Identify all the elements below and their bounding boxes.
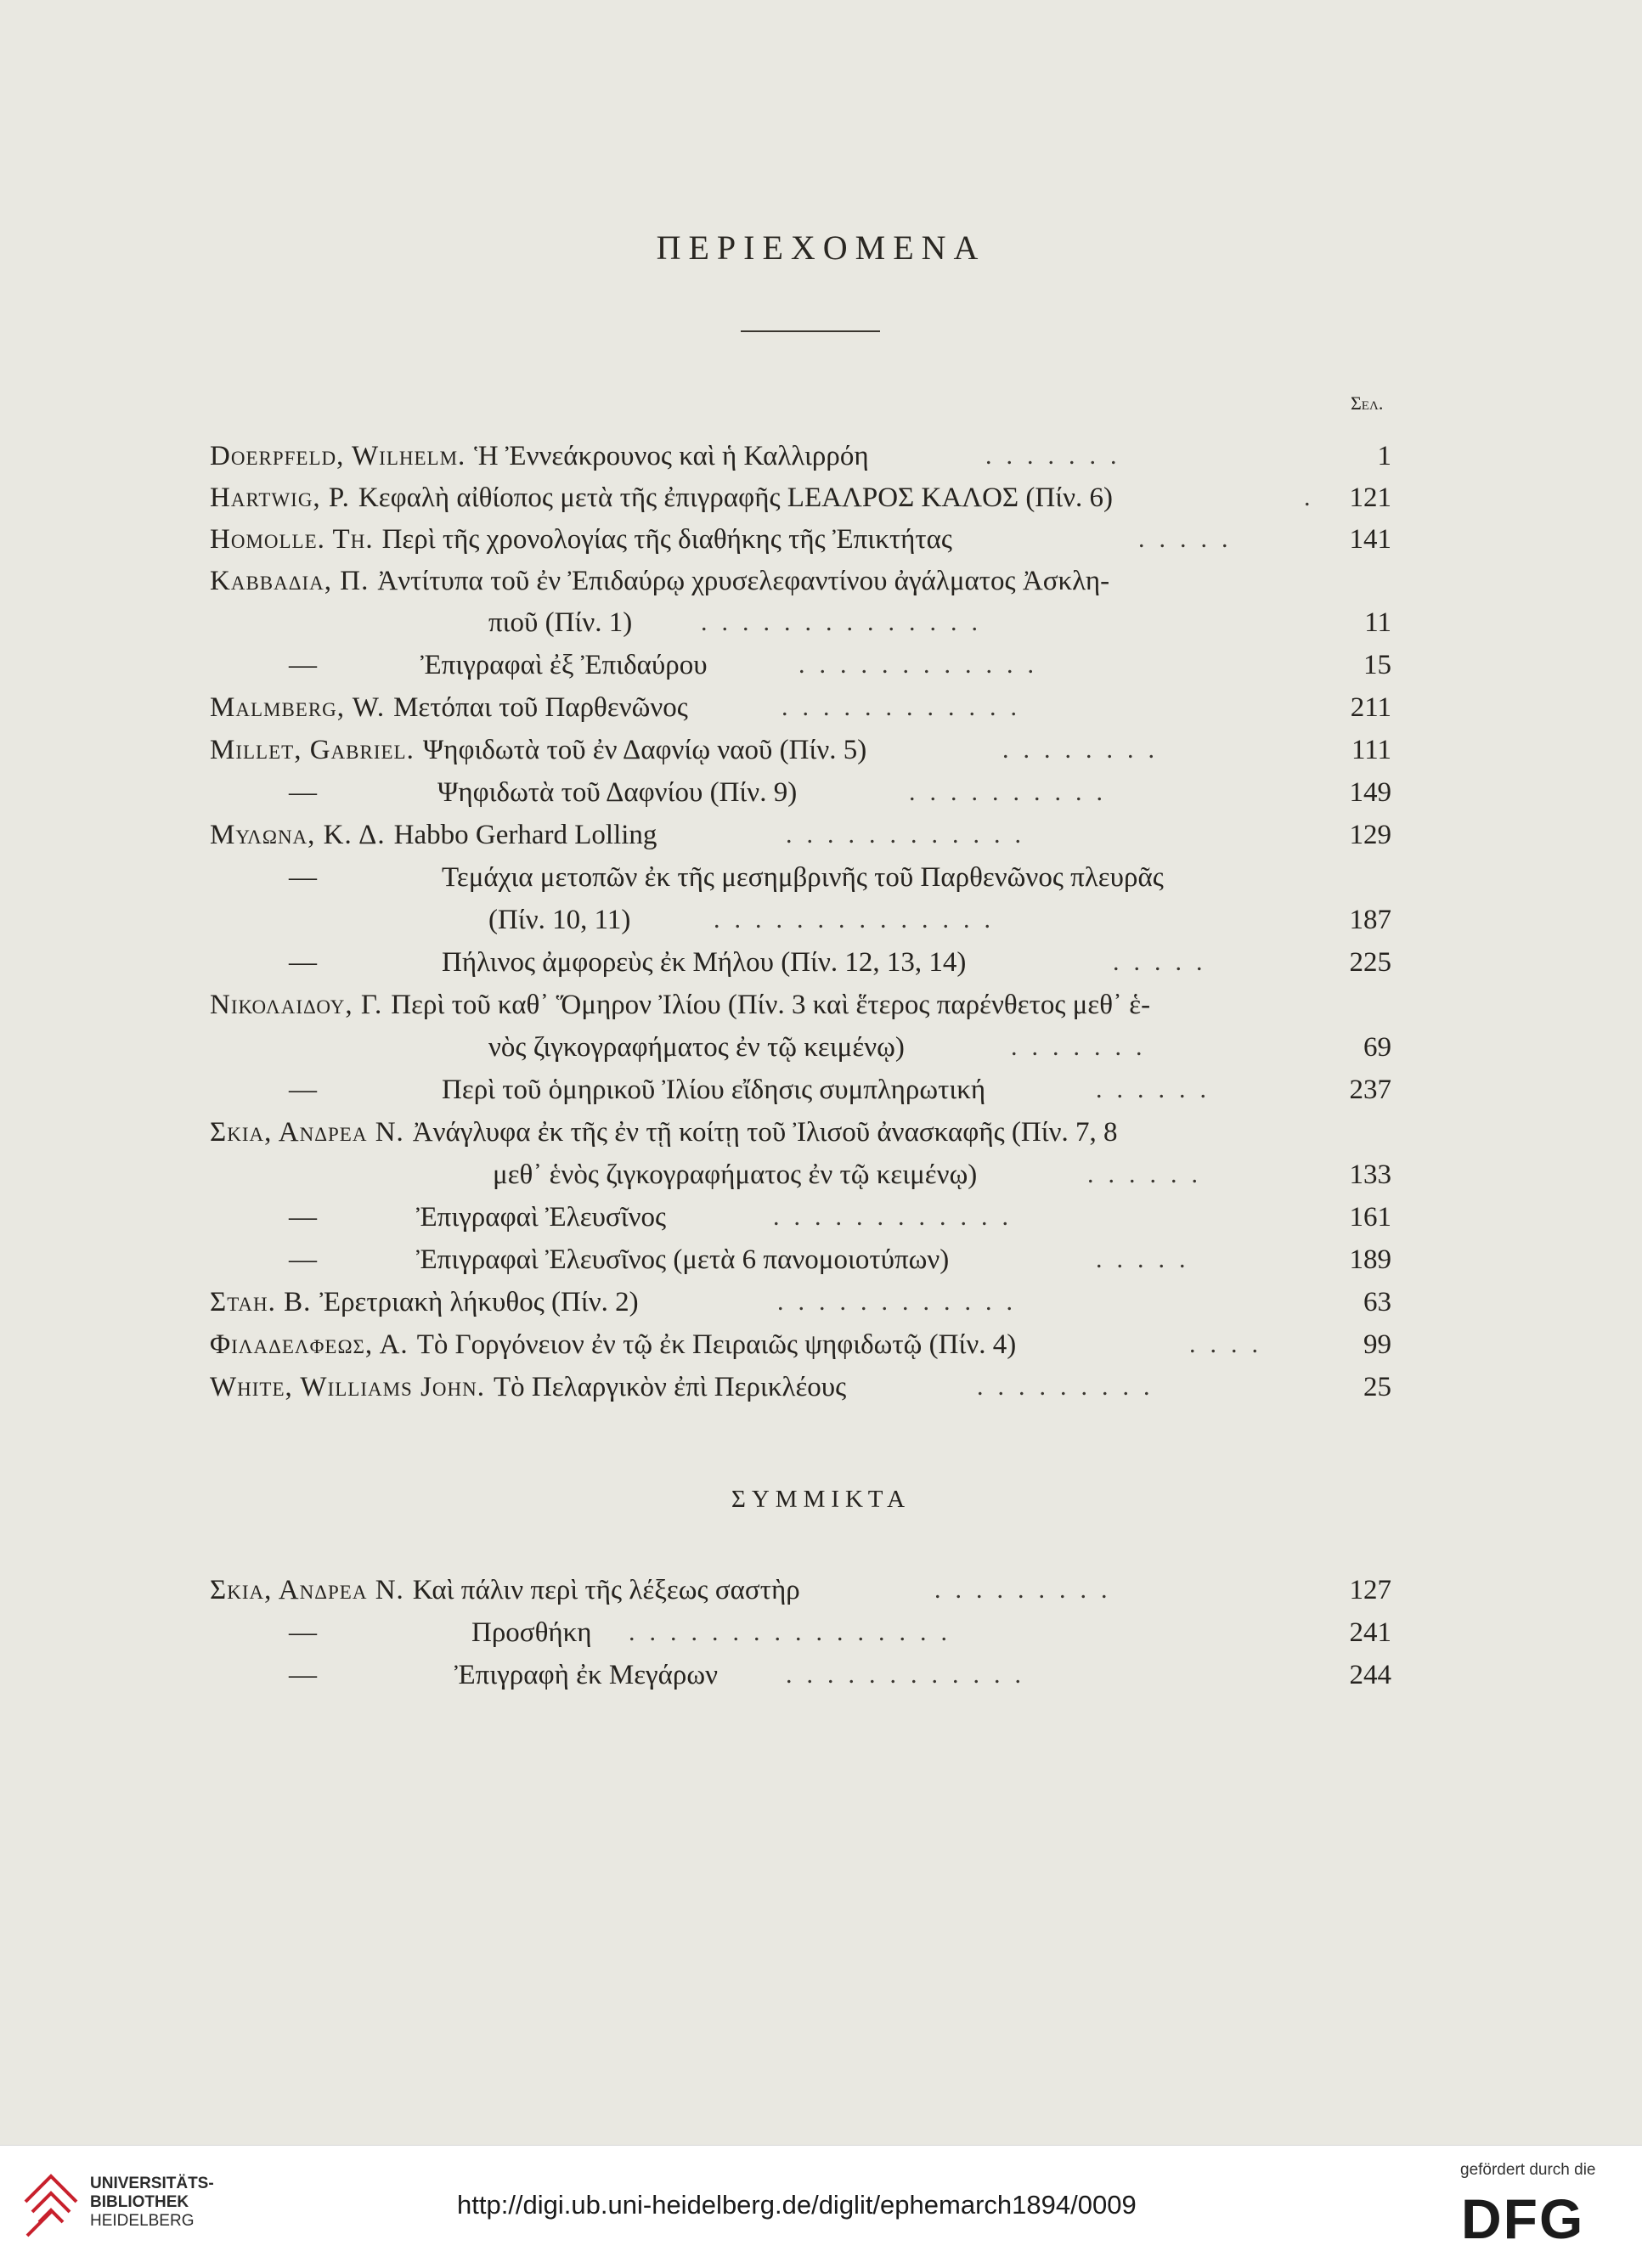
entry-page: 244 xyxy=(1349,1660,1391,1690)
toc-line xyxy=(210,435,869,477)
entry-title: Τεμάχια μετοπῶν ἐκ τῆς μεσημβρινῆς τοῦ Παρθενῶνος πλευρᾶς xyxy=(442,862,1164,893)
toc-line xyxy=(210,560,1109,602)
entry-page: 149 xyxy=(1349,777,1391,808)
toc-line xyxy=(210,686,688,729)
ditto-dash: — xyxy=(289,650,317,680)
toc-line-continued xyxy=(493,1154,977,1196)
entry-author: Malmberg, W. xyxy=(210,692,386,723)
leader-dots: ......... xyxy=(977,1373,1165,1401)
entry-title: Ἐπιγραφαὶ Ἐλευσῖνος (μετὰ 6 πανομοιοτύπων) xyxy=(416,1244,950,1275)
leader-dots: ............ xyxy=(786,821,1035,849)
entry-title: Ἐπιγραφαὶ Ἐλευσῖνος xyxy=(416,1202,667,1233)
toc-line xyxy=(210,1111,1118,1154)
leader-dots: ......... xyxy=(934,1576,1122,1604)
entry-page: 99 xyxy=(1363,1329,1391,1360)
entry-title: Περὶ τῆς χρονολογίας τῆς διαθήκης τῆς Ἐπικτήτας xyxy=(381,524,952,555)
entry-title: Ψηφιδωτὰ τοῦ ἐν Δαφνίῳ ναοῦ (Πίν. 5) xyxy=(422,735,867,765)
entry-title: Περὶ τοῦ καθ᾽ Ὅμηρον Ἰλίου (Πίν. 3 καὶ ἕτερος παρένθετος μεθ᾽ ἑ- xyxy=(391,990,1151,1020)
toc-line xyxy=(416,1196,666,1238)
toc-line xyxy=(210,814,657,856)
toc-line xyxy=(210,984,1150,1026)
source-url-link[interactable]: http://digi.ub.uni-heidelberg.de/diglit/ephemarch1894/0009 xyxy=(457,2190,1137,2220)
entry-page: 15 xyxy=(1363,650,1391,680)
ditto-dash: — xyxy=(289,1075,317,1105)
entry-title-continued: μεθ᾽ ἑνὸς ζιγκογραφήματος ἐν τῷ κειμένῳ) xyxy=(493,1159,978,1190)
footer-bar xyxy=(0,2145,1642,2268)
leader-dots: ....... xyxy=(985,442,1131,470)
toc-line xyxy=(210,729,866,771)
toc-line-continued xyxy=(488,601,632,644)
entry-page: 133 xyxy=(1349,1159,1391,1190)
section-title-symmikta: ΣΥΜΜΙΚΤΑ xyxy=(731,1486,911,1513)
toc-line xyxy=(442,856,1164,899)
library-name xyxy=(90,2175,214,2231)
entry-title: Ἀντίτυπα τοῦ ἐν Ἐπιδαύρῳ χρυσελεφαντίνου ἀγάλματος Ἀσκλη- xyxy=(377,566,1110,596)
library-line3: HEIDELBERG xyxy=(90,2212,195,2230)
entry-title: Τὸ Γοργόνειον ἐν τῷ ἐκ Πειραιῶς ψηφιδωτῷ (Πίν. 4) xyxy=(416,1329,1017,1360)
leader-dots: ............ xyxy=(777,1288,1027,1316)
library-line2: BIBLIOTHEK xyxy=(90,2193,189,2211)
entry-page: 161 xyxy=(1349,1202,1391,1233)
toc-line xyxy=(210,518,952,561)
entry-title: Ψηφιδωτὰ τοῦ Δαφνίου (Πίν. 9) xyxy=(437,777,798,808)
leader-dots: ..... xyxy=(1138,525,1243,553)
leader-dots: ...... xyxy=(1096,1075,1221,1103)
leader-dots: ..... xyxy=(1113,948,1217,976)
entry-title: Περὶ τοῦ ὁμηρικοῦ Ἰλίου εἴδησις συμπληρωτική xyxy=(442,1075,986,1105)
ditto-dash: — xyxy=(289,862,317,893)
leader-dots: ................ xyxy=(629,1618,962,1646)
entry-author: Καββαδια, Π. xyxy=(210,566,370,596)
entry-title-continued: πιοῦ (Πίν. 1) xyxy=(488,607,633,638)
entry-author: Homolle. Th. xyxy=(210,524,374,555)
toc-line xyxy=(210,1323,1016,1366)
leader-dots: .............. xyxy=(714,906,1005,934)
entry-page: 141 xyxy=(1349,524,1391,555)
entry-author: Φιλαδελφεως, Α. xyxy=(210,1329,409,1360)
leader-dots: ..... xyxy=(1096,1245,1200,1273)
entry-page: 189 xyxy=(1349,1244,1391,1275)
entry-title-continued: (Πίν. 10, 11) xyxy=(488,905,631,935)
toc-line xyxy=(442,1069,985,1111)
entry-page: 237 xyxy=(1349,1075,1391,1105)
entry-title: Καὶ πάλιν περὶ τῆς λέξεως σαστὴρ xyxy=(412,1575,800,1605)
leader-dots: .......... xyxy=(909,778,1117,806)
university-library-logo xyxy=(17,2168,85,2244)
entry-title: Habbo Gerhard Lolling xyxy=(393,820,657,850)
entry-author: Σταη. Β. xyxy=(210,1287,312,1317)
entry-title: Ἐπιγραφὴ ἐκ Μεγάρων xyxy=(454,1660,719,1690)
entry-title: Ἡ Ἐννεάκρουνος καὶ ἡ Καλλιρρόη xyxy=(474,441,869,471)
toc-line xyxy=(437,771,797,814)
ditto-dash: — xyxy=(289,777,317,808)
leader-dots: ............ xyxy=(798,651,1048,679)
toc-line xyxy=(210,1569,800,1611)
toc-line xyxy=(454,1654,718,1696)
entry-page: 111 xyxy=(1351,735,1391,765)
leader-dots: ............ xyxy=(782,693,1031,721)
entry-title: Τὸ Πελαργικὸν ἐπὶ Περικλέους xyxy=(494,1372,847,1402)
entry-title: Κεφαλὴ αἰθίοπος μετὰ τῆς ἐπιγραφῆς LEAΛΡOΣ KAΛOΣ (Πίν. 6) xyxy=(358,482,1113,513)
toc-line-continued xyxy=(488,1026,905,1069)
title-rule xyxy=(741,330,880,332)
entry-author: White, Williams John. xyxy=(210,1372,486,1402)
entry-page: 11 xyxy=(1364,607,1391,638)
entry-title: Ἐρετριακὴ λήκυθος (Πίν. 2) xyxy=(319,1287,639,1317)
toc-line xyxy=(420,644,708,686)
entry-title: Προσθήκη xyxy=(471,1617,592,1648)
entry-title: Ἐπιγραφαὶ ἐξ Ἐπιδαύρου xyxy=(420,650,708,680)
ditto-dash: — xyxy=(289,1617,317,1648)
entry-page: 121 xyxy=(1349,482,1391,513)
ditto-dash: — xyxy=(289,1202,317,1233)
entry-author: Doerpfeld, Wilhelm. xyxy=(210,441,466,471)
ditto-dash: — xyxy=(289,1244,317,1275)
toc-line xyxy=(471,1611,592,1654)
leader-dots: ....... xyxy=(1011,1033,1157,1061)
leader-dots: . xyxy=(1304,483,1325,511)
leader-dots: .............. xyxy=(701,608,992,636)
leader-dots: ............ xyxy=(773,1203,1023,1231)
toc-line xyxy=(210,1366,846,1408)
toc-line xyxy=(442,941,966,984)
entry-title: Ἀνάγλυφα ἐκ τῆς ἐν τῇ κοίτῃ τοῦ Ἰλισοῦ ἀνασκαφῆς (Πίν. 7, 8 xyxy=(412,1117,1118,1148)
entry-title: Πήλινος ἀμφορεὺς ἐκ Μήλου (Πίν. 12, 13, 14) xyxy=(442,947,967,978)
page-column-label: Σελ. xyxy=(1351,392,1384,414)
entry-author: Σκια, Ανδρεα Ν. xyxy=(210,1117,404,1148)
entry-page: 129 xyxy=(1349,820,1391,850)
entry-author: Νικολαιδου, Γ. xyxy=(210,990,383,1020)
entry-author: Millet, Gabriel. xyxy=(210,735,415,765)
ditto-dash: — xyxy=(289,1660,317,1690)
leader-dots: .... xyxy=(1189,1330,1272,1358)
toc-line xyxy=(210,1281,639,1323)
entry-author: Hartwig, P. xyxy=(210,482,350,513)
entry-page: 211 xyxy=(1350,692,1391,723)
funding-label: gefördert durch die xyxy=(1460,2161,1596,2179)
leader-dots: ...... xyxy=(1087,1160,1212,1188)
entry-page: 225 xyxy=(1349,947,1391,978)
toc-line xyxy=(416,1238,949,1281)
entry-title: Μετόπαι τοῦ Παρθενῶνος xyxy=(393,692,688,723)
toc-line-continued xyxy=(488,899,630,941)
leader-dots: ........ xyxy=(1002,736,1169,764)
dfg-logo: DFG xyxy=(1461,2187,1585,2250)
toc-line xyxy=(210,477,1113,519)
entry-title-continued: νὸς ζιγκογραφήματος ἐν τῷ κειμένῳ) xyxy=(488,1032,905,1063)
leader-dots: ............ xyxy=(786,1661,1035,1689)
page-title: ΠΕΡΙΕΧΟΜΕΝΑ xyxy=(656,228,986,267)
entry-page: 127 xyxy=(1349,1575,1391,1605)
entry-page: 25 xyxy=(1363,1372,1391,1402)
entry-page: 63 xyxy=(1363,1287,1391,1317)
entry-page: 241 xyxy=(1349,1617,1391,1648)
entry-author: Μυλωνα, Κ. Δ. xyxy=(210,820,386,850)
entry-page: 1 xyxy=(1377,441,1391,471)
entry-author: Σκια, Ανδρεα Ν. xyxy=(210,1575,404,1605)
library-line1: UNIVERSITÄTS- xyxy=(90,2175,214,2192)
entry-page: 69 xyxy=(1363,1032,1391,1063)
ditto-dash: — xyxy=(289,947,317,978)
entry-page: 187 xyxy=(1349,905,1391,935)
